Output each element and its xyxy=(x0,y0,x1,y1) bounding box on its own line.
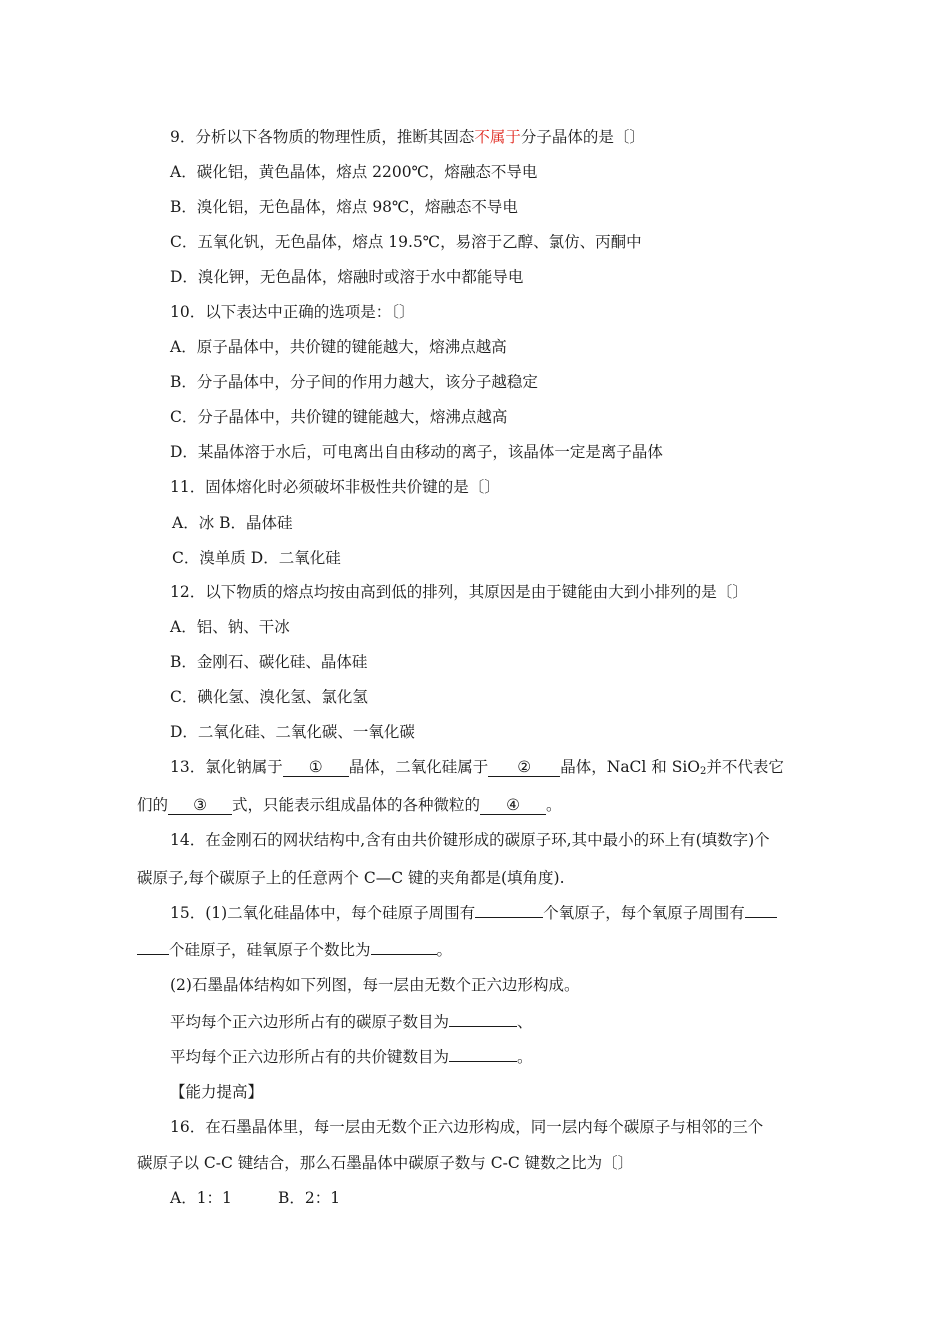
q12-option-b: B．金刚石、碳化硅、晶体硅 xyxy=(170,653,368,671)
section-heading: 【能力提高】 xyxy=(170,1083,264,1101)
q10-option-b: B．分子晶体中，分子间的作用力越大，该分子越稳定 xyxy=(170,373,538,391)
q11-options-ab: A．冰 B．晶体硅 xyxy=(172,514,293,532)
q15-line1: 15．(1)二氧化硅晶体中，每个硅原子周围有 个氧原子，每个氧原子周围有 xyxy=(170,903,777,923)
q15-blank-4 xyxy=(449,1026,517,1027)
q10-option-d: D．某晶体溶于水后，可电离出自由移动的离子，该晶体一定是离子晶体 xyxy=(170,443,663,461)
q14-line2: 碳原子,每个碳原子上的任意两个 C—C 键的夹角都是(填角度). xyxy=(137,869,565,887)
q9-option-b: B．溴化铝，无色晶体，熔点 98℃，熔融态不导电 xyxy=(170,198,518,216)
emphasis-not-belong: 不属于 xyxy=(474,128,521,146)
q15-part2-a: 平均每个正六边形所占有的碳原子数目为 、 xyxy=(170,1013,533,1031)
q13-blank-3: ③ xyxy=(168,797,232,815)
q15-blank-2a xyxy=(745,917,777,918)
q13-line1: 13．氯化钠属于 ① 晶体，二氧化硅属于 ② 晶体，NaCl 和 SiO$_2$并不代表它 xyxy=(170,758,784,777)
q13-blank-4: ④ xyxy=(480,797,546,815)
q15-blank-3 xyxy=(371,954,437,955)
q13-line2: 们的 ③ 式，只能表示组成晶体的各种微粒的 ④ 。 xyxy=(137,796,562,814)
q11-stem: 11．固体熔化时必须破坏非极性共价键的是〔〕 xyxy=(170,478,500,496)
q10-option-a: A．原子晶体中，共价键的键能越大，熔沸点越高 xyxy=(170,338,507,356)
q16-line2: 碳原子以 C-C 键结合，那么石墨晶体中碳原子数与 C-C 键数之比为〔〕 xyxy=(137,1154,634,1172)
q15-blank-1 xyxy=(475,917,543,918)
q16-line1: 16．在石墨晶体里，每一层由无数个正六边形构成，同一层内每个碳原子与相邻的三个 xyxy=(170,1118,764,1136)
q12-option-d: D．二氧化硅、二氧化碳、一氧化碳 xyxy=(170,723,415,741)
q9-option-c: C．五氧化钒，无色晶体，熔点 19.5℃，易溶于乙醇、氯仿、丙酮中 xyxy=(170,233,642,251)
q12-option-a: A．铝、钠、干冰 xyxy=(170,618,290,636)
q15-blank-5 xyxy=(449,1061,517,1062)
q12-stem: 12．以下物质的熔点均按由高到低的排列，其原因是由于键能由大到小排列的是〔〕 xyxy=(170,583,748,601)
q16-option-a: A．1：1 xyxy=(170,1189,232,1207)
q16-option-b: B．2：1 xyxy=(278,1189,341,1207)
q13-blank-2: ② xyxy=(488,759,560,777)
q10-stem: 10．以下表达中正确的选项是：〔〕 xyxy=(170,303,415,321)
q11-options-cd: C．溴单质 D．二氧化硅 xyxy=(172,549,341,567)
q13-blank-1: ① xyxy=(283,759,349,777)
q9-stem: 9．分析以下各物质的物理性质，推断其固态不属于分子晶体的是〔〕 xyxy=(170,128,645,146)
q9-option-a: A．碳化铝，黄色晶体，熔点 2200℃，熔融态不导电 xyxy=(170,163,538,181)
q10-option-c: C．分子晶体中，共价键的键能越大，熔沸点越高 xyxy=(170,408,508,426)
q14-line1: 14．在金刚石的网状结构中,含有由共价键形成的碳原子环,其中最小的环上有(填数字)个 xyxy=(170,831,770,849)
q15-line2: 个硅原子，硅氧原子个数比为 。 xyxy=(137,940,452,960)
q15-part2-b: 平均每个正六边形所占有的共价键数目为 。 xyxy=(170,1048,533,1066)
q15-part2: (2)石墨晶体结构如下列图，每一层由无数个正六边形构成。 xyxy=(170,976,580,994)
q9-option-d: D．溴化钾，无色晶体，熔融时或溶于水中都能导电 xyxy=(170,268,524,286)
q12-option-c: C．碘化氢、溴化氢、氯化氢 xyxy=(170,688,368,706)
q15-blank-2b xyxy=(137,954,169,955)
